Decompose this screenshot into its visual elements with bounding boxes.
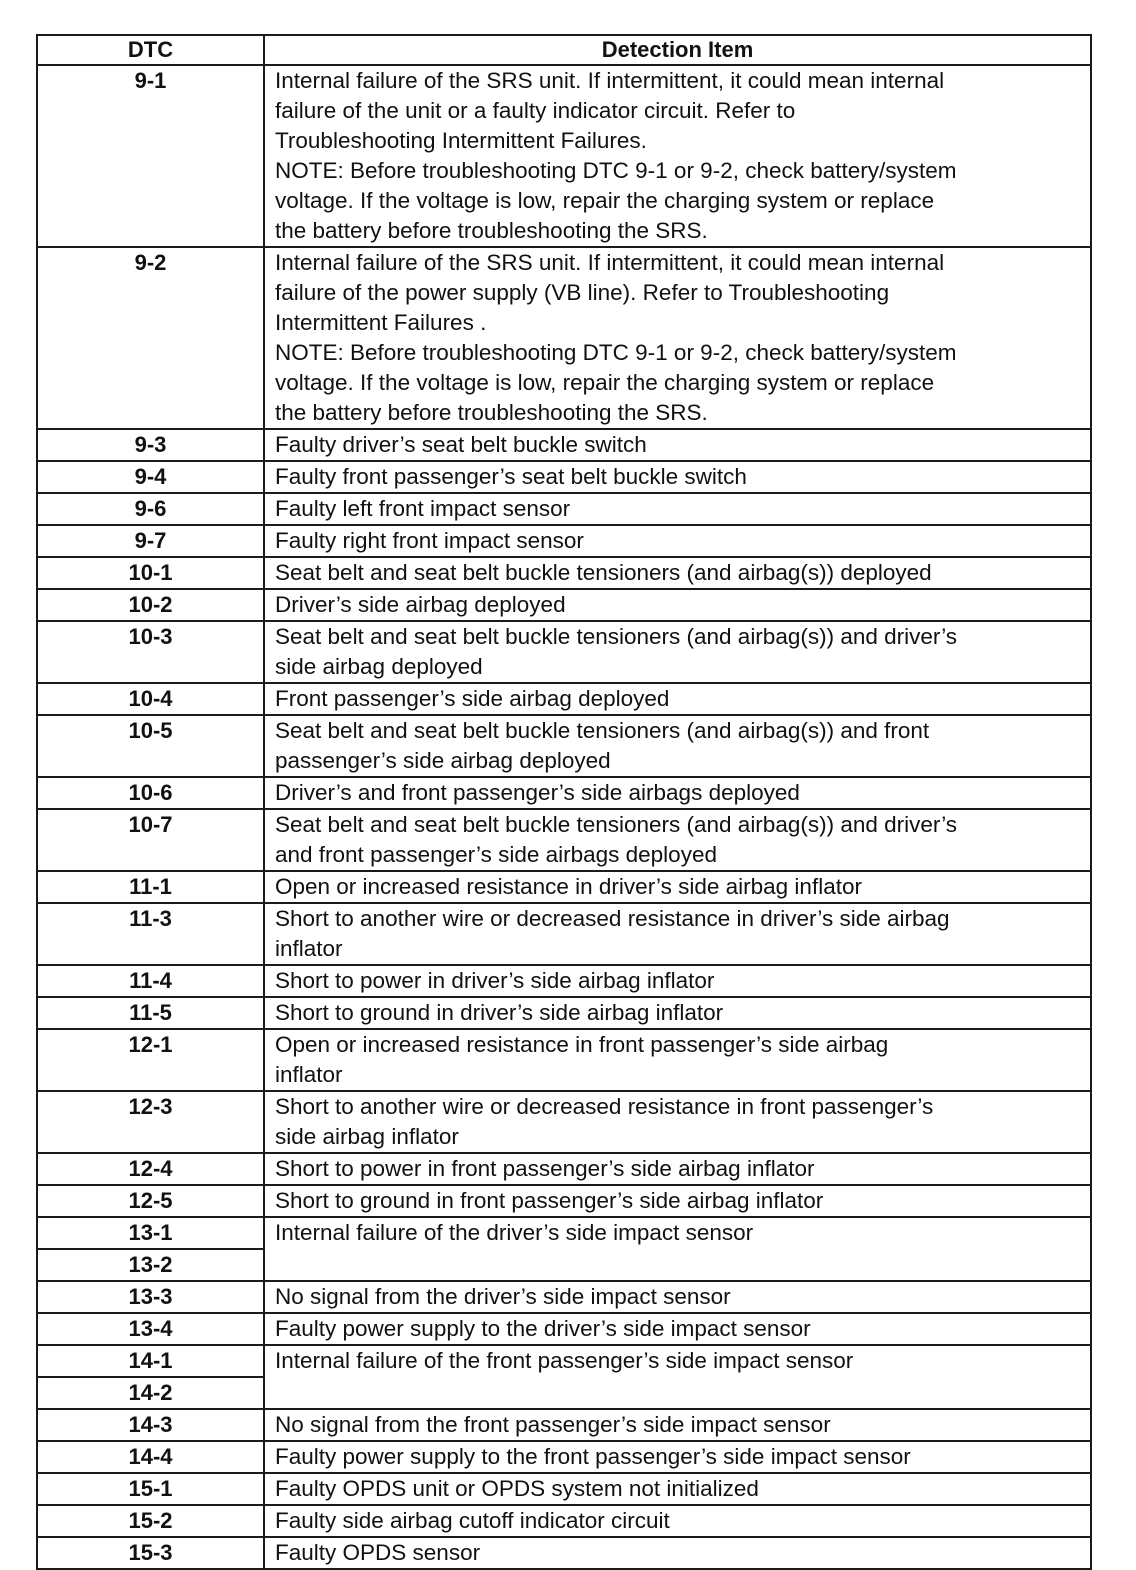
table-row — [37, 903, 1091, 965]
detection-line: NOTE: Before troubleshooting DTC 9-1 or 9-2, check battery/system — [275, 158, 957, 183]
dtc-code: 15-2 — [37, 1505, 264, 1537]
dtc-code: 14-4 — [37, 1441, 264, 1473]
detection-line: Short to another wire or decreased resistance in driver’s side airbag — [275, 906, 950, 931]
detection-line: inflator — [275, 936, 343, 961]
detection-item — [264, 1153, 1091, 1185]
dtc-code: 10-1 — [37, 557, 264, 589]
dtc-code: 15-1 — [37, 1473, 264, 1505]
detection-item — [264, 461, 1091, 493]
header-row — [37, 35, 1091, 65]
detection-item — [264, 1409, 1091, 1441]
table-row — [37, 1473, 1091, 1505]
detection-line: Seat belt and seat belt buckle tensioners (and airbag(s)) and driver’s — [275, 624, 958, 649]
dtc-code: 9-6 — [37, 493, 264, 525]
dtc-code: 12-5 — [37, 1185, 264, 1217]
table-row — [37, 1537, 1091, 1569]
detection-item — [264, 777, 1091, 809]
dtc-code: 10-7 — [37, 809, 264, 871]
table-row — [37, 621, 1091, 683]
detection-item — [264, 1313, 1091, 1345]
table-row — [37, 1313, 1091, 1345]
detection-line: Short to ground in front passenger’s side airbag inflator — [275, 1188, 824, 1213]
detection-line: Front passenger’s side airbag deployed — [275, 686, 670, 711]
dtc-code: 13-2 — [37, 1249, 264, 1281]
dtc-code: 10-6 — [37, 777, 264, 809]
detection-line: voltage. If the voltage is low, repair the charging system or replace — [275, 188, 935, 213]
table-row — [37, 1441, 1091, 1473]
detection-line: failure of the unit or a faulty indicator circuit. Refer to — [275, 98, 796, 123]
dtc-code: 10-3 — [37, 621, 264, 683]
detection-line: No signal from the driver’s side impact sensor — [275, 1284, 731, 1309]
header-dtc: DTC — [37, 35, 264, 65]
detection-line: the battery before troubleshooting the SRS. — [275, 400, 708, 425]
detection-item — [264, 903, 1091, 965]
detection-item — [264, 525, 1091, 557]
detection-line: inflator — [275, 1062, 343, 1087]
detection-line: Faulty power supply to the front passenger’s side impact sensor — [275, 1444, 911, 1469]
detection-line: Intermittent Failures . — [275, 310, 487, 335]
dtc-code: 13-1 — [37, 1217, 264, 1249]
table-row — [37, 461, 1091, 493]
detection-item — [264, 997, 1091, 1029]
dtc-code: 11-1 — [37, 871, 264, 903]
table-row — [37, 1345, 1091, 1377]
dtc-code: 11-5 — [37, 997, 264, 1029]
table-row — [37, 65, 1091, 247]
detection-item — [264, 621, 1091, 683]
detection-line: Seat belt and seat belt buckle tensioners (and airbag(s)) and front — [275, 718, 930, 743]
table-row — [37, 1505, 1091, 1537]
detection-line: failure of the power supply (VB line). Refer to Troubleshooting — [275, 280, 890, 305]
table-row — [37, 1281, 1091, 1313]
dtc-code: 11-4 — [37, 965, 264, 997]
dtc-code: 15-3 — [37, 1537, 264, 1569]
detection-line: Driver’s and front passenger’s side airbags deployed — [275, 780, 800, 805]
detection-line: Short to power in front passenger’s side airbag inflator — [275, 1156, 815, 1181]
dtc-table — [36, 34, 1092, 1570]
detection-line: Faulty OPDS sensor — [275, 1540, 481, 1565]
table-row — [37, 1217, 1091, 1249]
detection-line: voltage. If the voltage is low, repair the charging system or replace — [275, 370, 935, 395]
detection-line: Seat belt and seat belt buckle tensioners (and airbag(s)) deployed — [275, 560, 932, 585]
detection-item — [264, 809, 1091, 871]
table-row — [37, 247, 1091, 429]
dtc-code: 9-4 — [37, 461, 264, 493]
dtc-code: 10-5 — [37, 715, 264, 777]
detection-line: Internal failure of the SRS unit. If intermittent, it could mean internal — [275, 250, 945, 275]
dtc-code: 9-2 — [37, 247, 264, 429]
detection-line: side airbag inflator — [275, 1124, 459, 1149]
dtc-code: 9-7 — [37, 525, 264, 557]
table-row — [37, 997, 1091, 1029]
detection-item — [264, 1029, 1091, 1091]
detection-line: Short to power in driver’s side airbag inflator — [275, 968, 715, 993]
table-row — [37, 1029, 1091, 1091]
detection-item — [264, 683, 1091, 715]
table-row — [37, 965, 1091, 997]
dtc-code: 11-3 — [37, 903, 264, 965]
detection-item — [264, 1281, 1091, 1313]
detection-line: Open or increased resistance in driver’s side airbag inflator — [275, 874, 862, 899]
detection-item — [264, 589, 1091, 621]
detection-item — [264, 965, 1091, 997]
table-body — [37, 65, 1091, 1569]
detection-item — [264, 1185, 1091, 1217]
table-row — [37, 1153, 1091, 1185]
detection-item — [264, 1473, 1091, 1505]
detection-line: Faulty front passenger’s seat belt buckle switch — [275, 464, 747, 489]
detection-line: Faulty power supply to the driver’s side impact sensor — [275, 1316, 811, 1341]
detection-line: Seat belt and seat belt buckle tensioners (and airbag(s)) and driver’s — [275, 812, 958, 837]
detection-line: passenger’s side airbag deployed — [275, 748, 611, 773]
detection-item — [264, 1345, 1091, 1409]
table-row — [37, 871, 1091, 903]
detection-item — [264, 247, 1091, 429]
dtc-code: 10-4 — [37, 683, 264, 715]
detection-item — [264, 1217, 1091, 1281]
table-row — [37, 525, 1091, 557]
detection-line: Faulty side airbag cutoff indicator circuit — [275, 1508, 670, 1533]
detection-line: Troubleshooting Intermittent Failures. — [275, 128, 647, 153]
detection-item — [264, 1441, 1091, 1473]
dtc-code: 13-3 — [37, 1281, 264, 1313]
table-row — [37, 683, 1091, 715]
table-row — [37, 715, 1091, 777]
header-detection-item: Detection Item — [264, 35, 1091, 65]
detection-line: the battery before troubleshooting the SRS. — [275, 218, 708, 243]
dtc-code: 12-3 — [37, 1091, 264, 1153]
detection-item — [264, 1537, 1091, 1569]
table-row — [37, 809, 1091, 871]
dtc-code: 12-1 — [37, 1029, 264, 1091]
detection-item — [264, 715, 1091, 777]
dtc-code: 14-2 — [37, 1377, 264, 1409]
detection-line: Faulty right front impact sensor — [275, 528, 584, 553]
detection-item — [264, 493, 1091, 525]
dtc-code: 9-1 — [37, 65, 264, 247]
detection-line: No signal from the front passenger’s side impact sensor — [275, 1412, 831, 1437]
table-row — [37, 493, 1091, 525]
detection-item — [264, 429, 1091, 461]
detection-line: Short to another wire or decreased resistance in front passenger’s — [275, 1094, 934, 1119]
dtc-code: 10-2 — [37, 589, 264, 621]
detection-line: NOTE: Before troubleshooting DTC 9-1 or 9-2, check battery/system — [275, 340, 957, 365]
table-row — [37, 557, 1091, 589]
detection-item — [264, 871, 1091, 903]
detection-line: Internal failure of the driver’s side impact sensor — [275, 1220, 754, 1245]
dtc-code: 13-4 — [37, 1313, 264, 1345]
table-row — [37, 1091, 1091, 1153]
detection-item — [264, 557, 1091, 589]
table-row — [37, 589, 1091, 621]
detection-line: Internal failure of the front passenger’s side impact sensor — [275, 1348, 854, 1373]
detection-line: Faulty OPDS unit or OPDS system not initialized — [275, 1476, 759, 1501]
detection-item — [264, 65, 1091, 247]
detection-item — [264, 1091, 1091, 1153]
table-row — [37, 429, 1091, 461]
dtc-code: 9-3 — [37, 429, 264, 461]
detection-line: Open or increased resistance in front passenger’s side airbag — [275, 1032, 889, 1057]
table-row — [37, 1409, 1091, 1441]
detection-line: Faulty left front impact sensor — [275, 496, 571, 521]
detection-line: Internal failure of the SRS unit. If intermittent, it could mean internal — [275, 68, 945, 93]
table-row — [37, 1185, 1091, 1217]
detection-line: side airbag deployed — [275, 654, 483, 679]
table-row — [37, 777, 1091, 809]
dtc-code: 14-1 — [37, 1345, 264, 1377]
dtc-code: 14-3 — [37, 1409, 264, 1441]
dtc-code: 12-4 — [37, 1153, 264, 1185]
detection-line: Driver’s side airbag deployed — [275, 592, 566, 617]
detection-line: Faulty driver’s seat belt buckle switch — [275, 432, 647, 457]
detection-line: and front passenger’s side airbags deployed — [275, 842, 717, 867]
detection-item — [264, 1505, 1091, 1537]
detection-line: Short to ground in driver’s side airbag inflator — [275, 1000, 724, 1025]
